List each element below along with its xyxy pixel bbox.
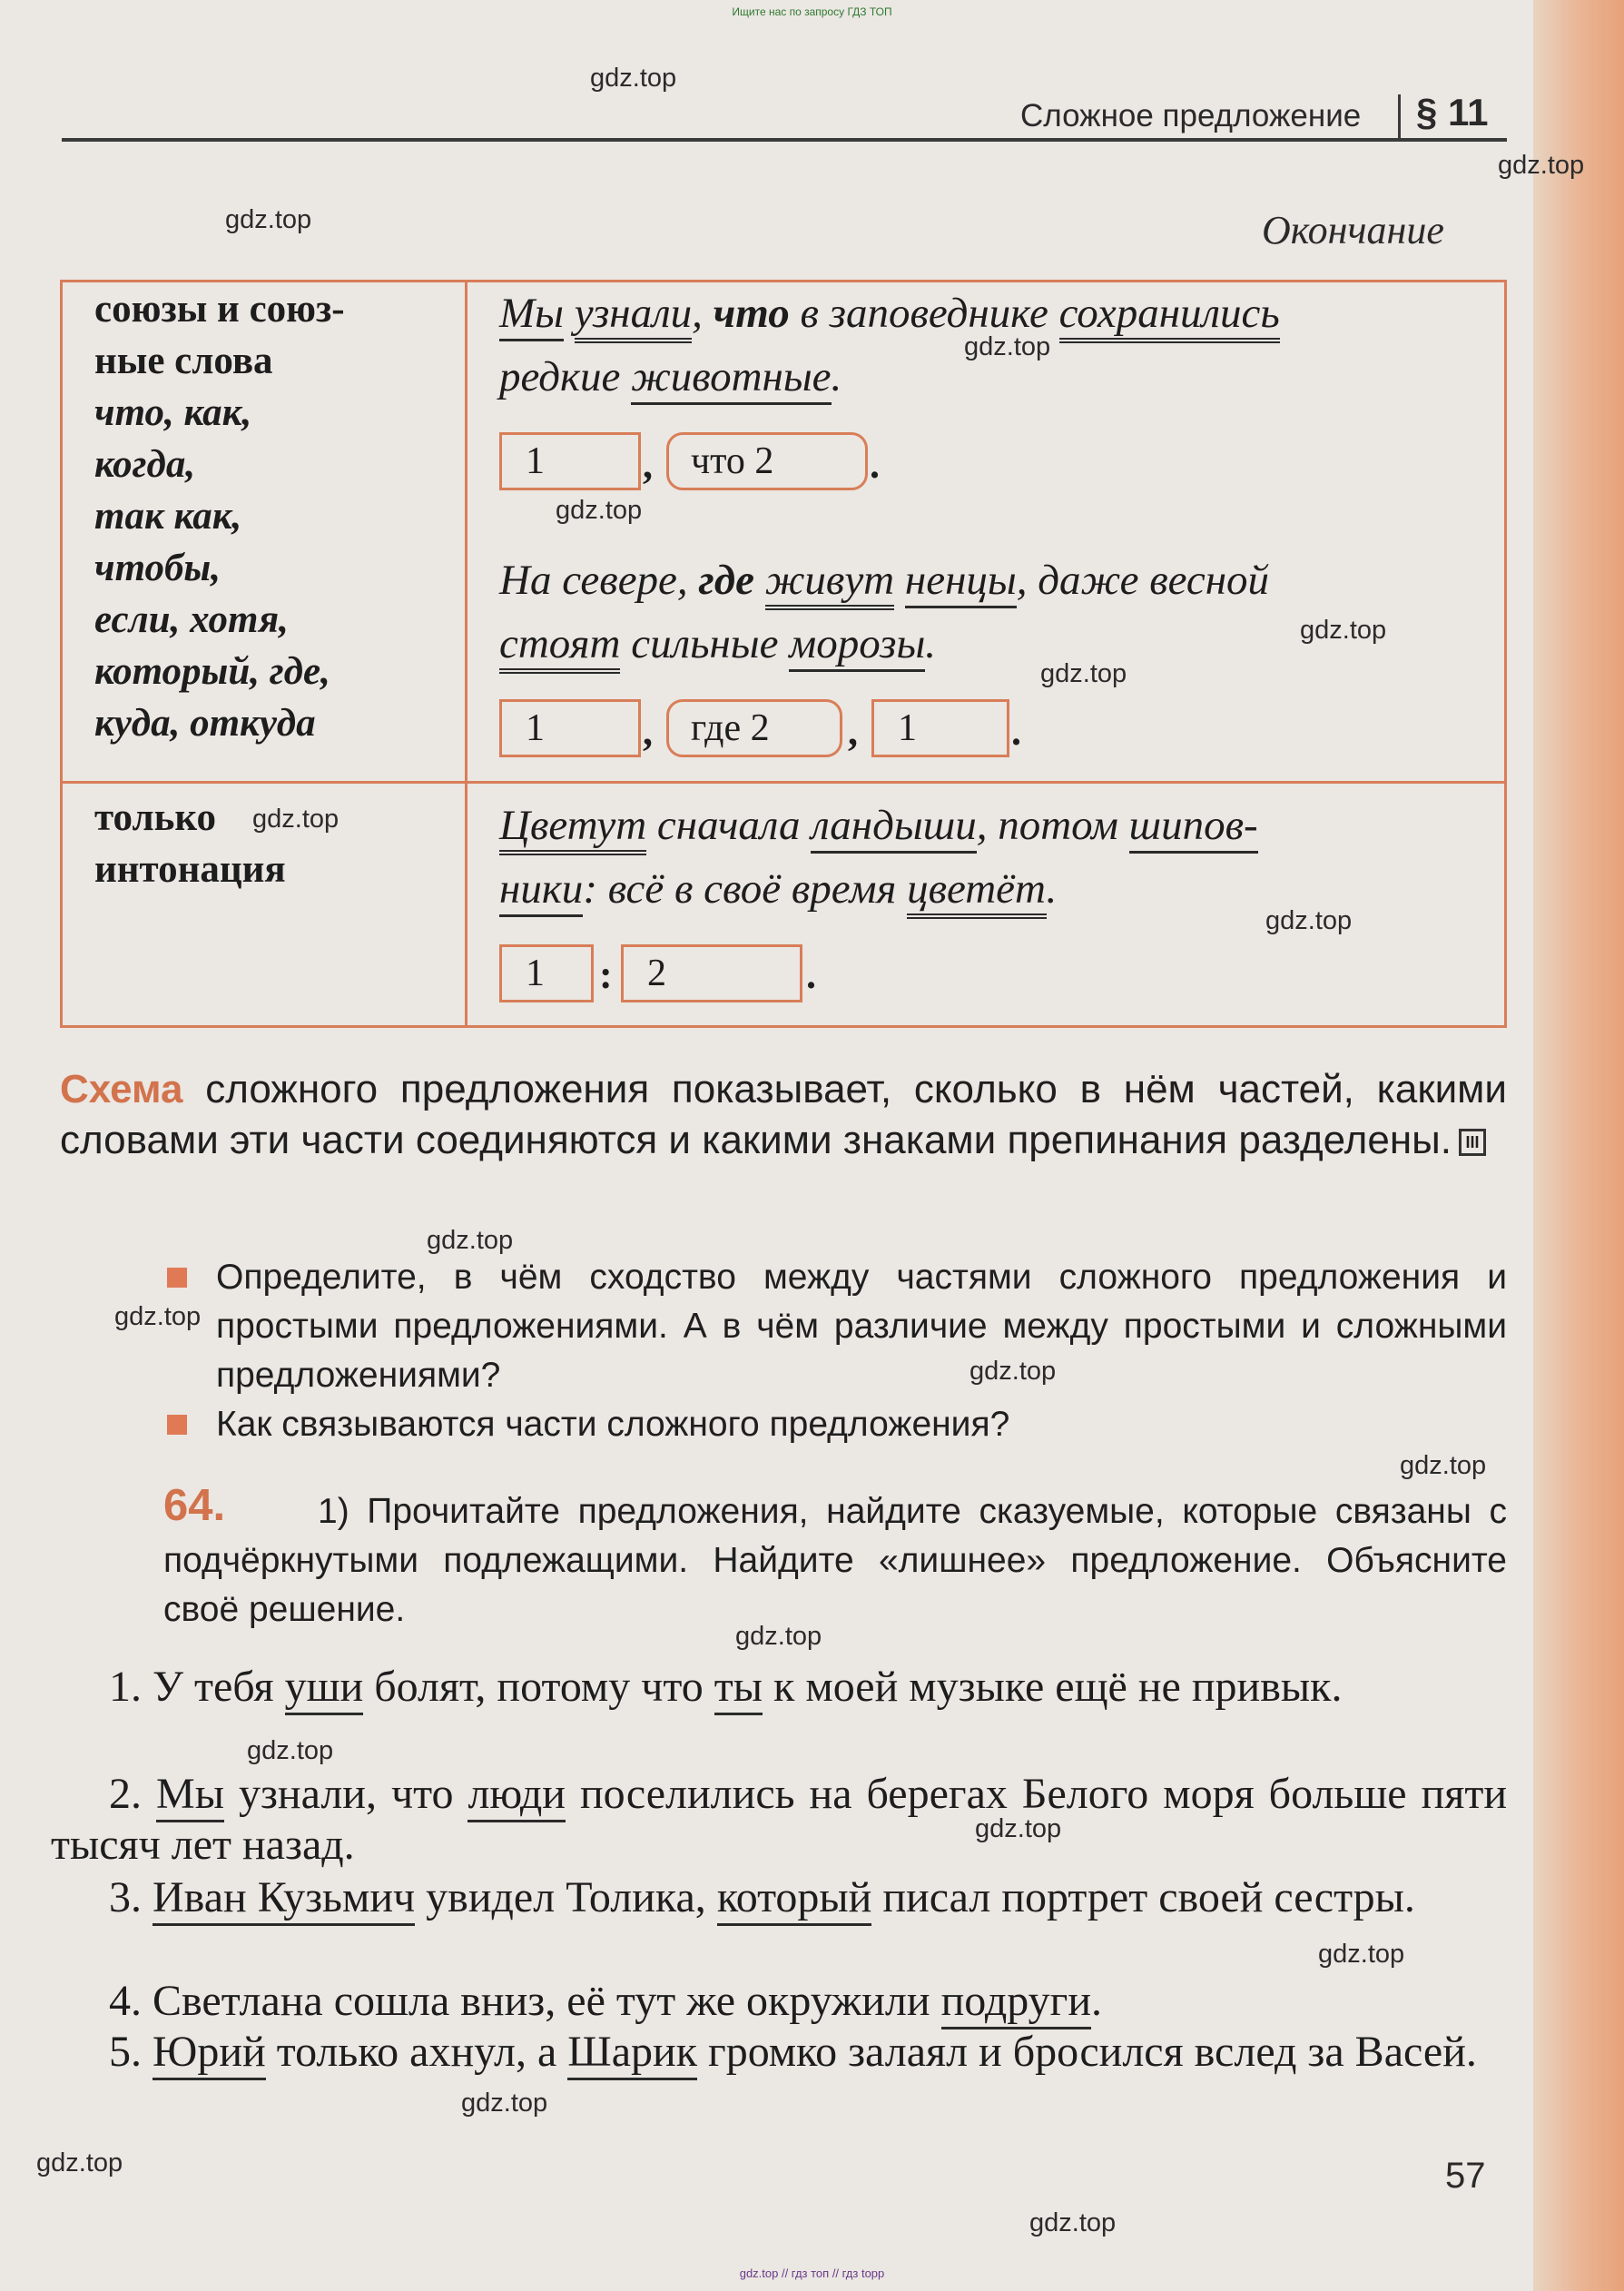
word: в заповеднике: [800, 290, 1048, 337]
watermark: gdz.top: [1265, 906, 1353, 935]
subject: ландыши: [811, 802, 976, 854]
subject: животные: [631, 353, 831, 405]
subject: уши: [285, 1663, 364, 1715]
cell-line: ные слова: [94, 340, 273, 382]
section-title: Сложное предложение: [1020, 98, 1362, 133]
punct: ,: [692, 290, 703, 337]
predicate: стоят: [499, 620, 620, 674]
text: 2.: [109, 1770, 157, 1818]
text: .: [1091, 1977, 1103, 2025]
example-sentence-2: [499, 548, 1480, 676]
word: редкие: [499, 353, 621, 400]
subject: ненцы: [905, 557, 1017, 608]
exercise-sentence-3: [51, 1872, 1507, 1923]
text: 4. Светлана сошла вниз, её тут же окружили: [109, 1977, 941, 2025]
cell-line: если, хотя,: [94, 598, 289, 641]
watermark: gdz.top: [36, 2148, 123, 2177]
cell-line: который, где,: [94, 650, 330, 693]
page-number: 57: [1445, 2156, 1486, 2196]
scheme-dot: .: [806, 953, 816, 997]
scheme-box: 2: [621, 944, 802, 1002]
subject: Шарик: [567, 2028, 697, 2080]
text: увидел Толика,: [415, 1873, 717, 1921]
watermark: gdz.top: [1300, 616, 1387, 645]
rule-term: Схема: [60, 1067, 183, 1111]
predicate: сохранились: [1059, 290, 1280, 343]
text: 5.: [109, 2028, 153, 2076]
text: 3.: [109, 1873, 153, 1921]
subject: морозы: [789, 620, 925, 672]
text: громко залаял и бросился вслед за Васей.: [697, 2028, 1477, 2076]
exercise-sentence-4: [51, 1976, 1507, 2027]
scheme-comma: ,: [848, 709, 858, 754]
exercise-task: 1) Прочитайте предложения, найдите сказуемые, которые связаны с подчёркнутыми подлежащими. Найдите «лишнее» предложение. Объясните своё решение.: [163, 1492, 1507, 1629]
watermark: gdz.top: [964, 332, 1051, 361]
watermark: gdz.top: [1400, 1451, 1487, 1480]
watermark: gdz.top: [114, 1302, 202, 1331]
scheme-box: 1: [871, 699, 1009, 757]
page-edge: [1533, 0, 1624, 2291]
table-row-divider: [60, 781, 1507, 784]
word: : всё в своё время: [583, 865, 897, 913]
predicate: Цветут: [499, 802, 646, 855]
section-number: § 11: [1416, 91, 1489, 133]
watermark: gdz.top: [247, 1736, 334, 1765]
punct: .: [1046, 865, 1058, 913]
cell-line: чтобы,: [94, 547, 221, 589]
conjunction: где: [698, 557, 754, 604]
watermark: gdz.top: [225, 205, 312, 234]
subject: Юрий: [153, 2028, 266, 2080]
scheme-dot: .: [870, 442, 880, 487]
text: узнали, что: [223, 1770, 468, 1818]
subject: который: [717, 1873, 872, 1926]
cell-line: союзы и союз-: [94, 288, 345, 331]
rule-text: [60, 1064, 1507, 1166]
predicate: цветёт: [907, 865, 1046, 919]
text: к моей музыке ещё не привык.: [763, 1663, 1343, 1711]
predicate: живут: [765, 557, 894, 610]
scheme-box-subordinate: что 2: [666, 432, 868, 490]
word: , потом: [976, 802, 1118, 849]
text: поселились на берегах Белого моря больше пяти тысяч лет назад.: [51, 1770, 1508, 1869]
watermark: gdz.top: [590, 64, 677, 93]
book-level-icon: III: [1459, 1129, 1486, 1156]
subject: Мы: [156, 1770, 224, 1822]
conjunction: что: [713, 290, 790, 337]
watermark: gdz.top: [556, 496, 643, 525]
watermark: gdz.top: [252, 805, 340, 834]
scheme-box: 1: [499, 432, 641, 490]
text: только ахнул, а: [265, 2028, 568, 2076]
bullet-square-icon: [167, 1268, 187, 1288]
text: болят, потому что: [363, 1663, 714, 1711]
rule-body: сложного предложения показывает, сколько в нём частей, какими словами эти части соединяются и какими знаками препинания разделены.: [60, 1067, 1507, 1162]
subject: Мы: [499, 290, 564, 341]
subject: ты: [714, 1663, 763, 1715]
scheme-box: 1: [499, 699, 641, 757]
word: , даже весной: [1016, 557, 1270, 604]
watermark: gdz.top: [427, 1226, 514, 1255]
scheme-comma: ,: [643, 442, 653, 487]
cell-line: интонация: [94, 848, 286, 891]
header-separator: [1398, 94, 1401, 142]
watermark: gdz.top: [975, 1814, 1062, 1843]
scheme-box-subordinate: где 2: [666, 699, 842, 757]
watermark: gdz.top: [1029, 2208, 1117, 2237]
scheme-colon: :: [599, 953, 613, 997]
cell-line: так как,: [94, 495, 242, 538]
exercise-sentence-1: [51, 1662, 1507, 1713]
watermark: gdz.top: [461, 2089, 548, 2118]
subject: шипов-: [1129, 802, 1258, 854]
exercise-number: 64.: [163, 1481, 226, 1530]
watermark: gdz.top: [1318, 1940, 1405, 1969]
text: писал портрет своей сестры.: [871, 1873, 1415, 1921]
scheme-dot: .: [1011, 709, 1021, 754]
cell-line: куда, откуда: [94, 702, 316, 745]
question: Как связываются части сложного предложения?: [216, 1405, 1010, 1444]
table-continued-label: Окончание: [1262, 208, 1444, 252]
scheme-box: 1: [499, 944, 594, 1002]
subject: Иван Кузьмич: [153, 1873, 415, 1926]
subject: ники: [499, 865, 583, 917]
word: сильные: [631, 620, 779, 667]
subject: люди: [468, 1770, 565, 1822]
watermark: gdz.top: [1498, 151, 1585, 180]
bottom-hint: gdz.top // гдз топ // гдз topp: [739, 2266, 885, 2280]
bullet-square-icon: [167, 1415, 187, 1435]
punct: .: [831, 353, 842, 400]
header-rule: [62, 138, 1507, 142]
cell-line: только: [94, 796, 217, 839]
punct: .: [925, 620, 937, 667]
top-hint: Ищите нас по запросу ГДЗ ТОП: [732, 5, 892, 18]
example-sentence-3: [499, 794, 1480, 921]
watermark: gdz.top: [969, 1357, 1057, 1386]
word: На севере,: [499, 557, 688, 604]
table-column-divider: [465, 280, 468, 1028]
cell-line: когда,: [94, 443, 196, 486]
conjunctions-cell: [94, 283, 345, 749]
watermark: gdz.top: [1040, 659, 1127, 688]
subject: подруги: [941, 1977, 1091, 2029]
question: Определите, в чём сходство между частями сложного предложения и простыми предложениями. А в чём различие между простыми и сложными предложениями?: [216, 1258, 1507, 1395]
word: сначала: [656, 802, 801, 849]
predicate: узнали: [575, 290, 692, 343]
exercise-sentence-5: [51, 2027, 1507, 2078]
watermark: gdz.top: [735, 1622, 822, 1651]
exercise-sentence-2: [51, 1769, 1507, 1871]
text: 1. У тебя: [109, 1663, 285, 1711]
scheme-comma: ,: [643, 709, 653, 754]
cell-line: что, как,: [94, 391, 252, 434]
